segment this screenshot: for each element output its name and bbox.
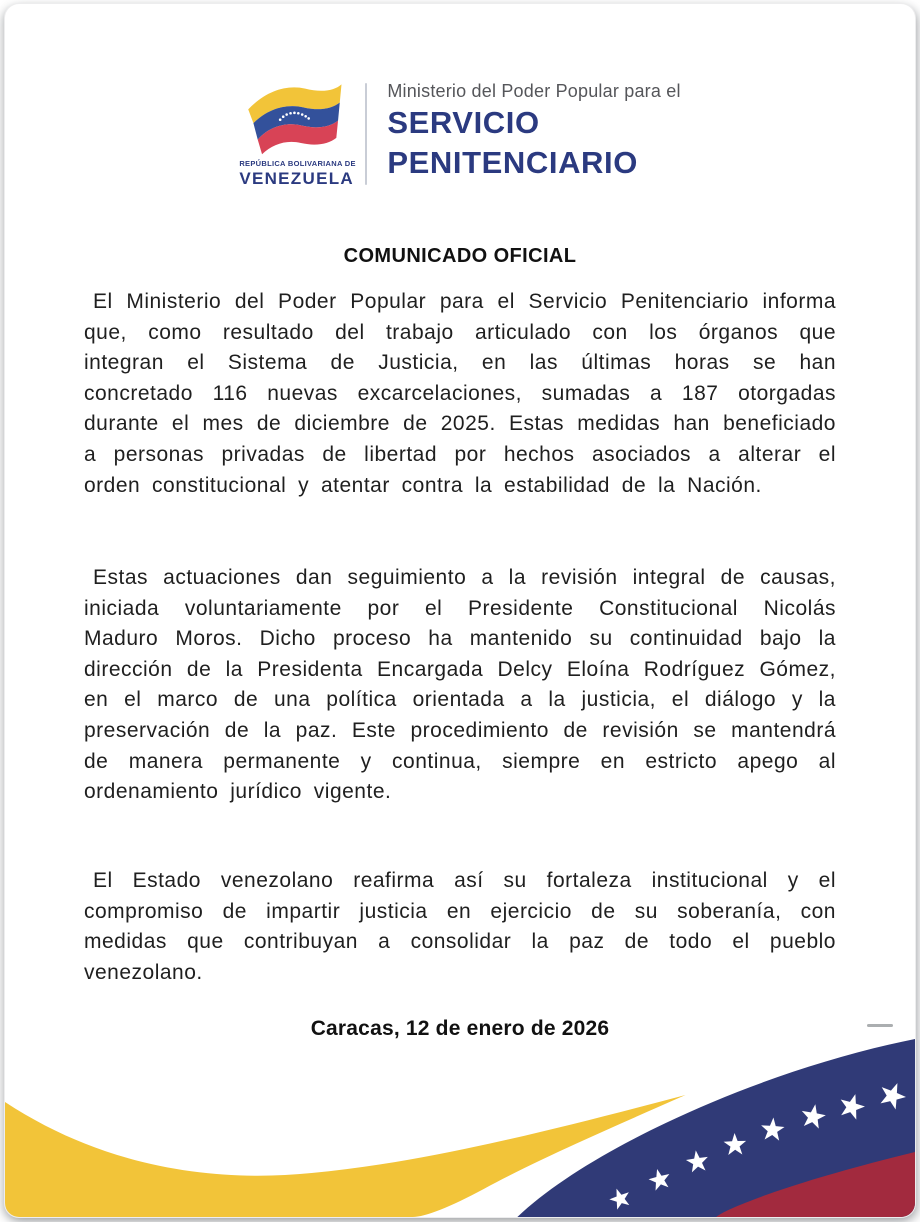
ministry-intro: Ministerio del Poder Popular para el: [387, 81, 681, 101]
ministry-wordmark: [387, 80, 680, 182]
document-body: [5, 245, 915, 1041]
country-caption: REPÚBLICA BOLIVARIANA DE: [239, 159, 356, 168]
header-divider: [365, 83, 367, 185]
dateline: Caracas, 12 de enero de 2026: [310, 1017, 610, 1040]
paragraph-1: El Ministerio del Poder Popular para el Servicio Penitenciario informa que, como resultado del trabajo articulado con los órganos que integran el Sistema de Justicia, en las últimas horas se han concretado 116 nuevas excarcelaciones, sumadas a 187 otorgadas durante el mes de diciembre de 2025. Estas medidas han beneficiado a personas privadas de libertad por hechos asociados a alterar el orden constitucional y atentar contra la estabilidad de la Nación.: [84, 290, 836, 497]
country-name: VENEZUELA: [239, 169, 354, 188]
ministry-name-line2: PENITENCIARIO: [387, 145, 638, 180]
letterhead: [5, 4, 915, 189]
document-title: COMUNICADO OFICIAL: [343, 245, 577, 267]
paragraph-2: Estas actuaciones dan seguimiento a la revisión integral de causas, iniciada voluntariamente por el Presidente Constitucional Nicolás Maduro Moros. Dicho proceso ha mantenido su continuidad bajo la dirección de la Presidenta Encargada Delcy Eloína Rodríguez Gómez, en el marco de una política orientada a la justicia, el diálogo y la preservación de la paz. Este procedimiento de revisión se mantendrá de manera permanente y continua, siempre en estricto apego al ordenamiento jurídico vigente.: [84, 566, 836, 804]
document-page: [5, 4, 915, 1217]
flag-wave-decoration: [5, 1017, 915, 1217]
paragraph-3: El Estado venezolano reafirma así su fortaleza institucional y el compromiso de impartir justicia en ejercicio de su soberanía, con medidas que contribuyan a consolidar la paz de todo el pueblo venezolano.: [84, 869, 836, 984]
venezuela-flag-icon: [242, 80, 346, 156]
ministry-name-line1: SERVICIO: [387, 105, 540, 140]
republic-logo: [239, 80, 356, 189]
